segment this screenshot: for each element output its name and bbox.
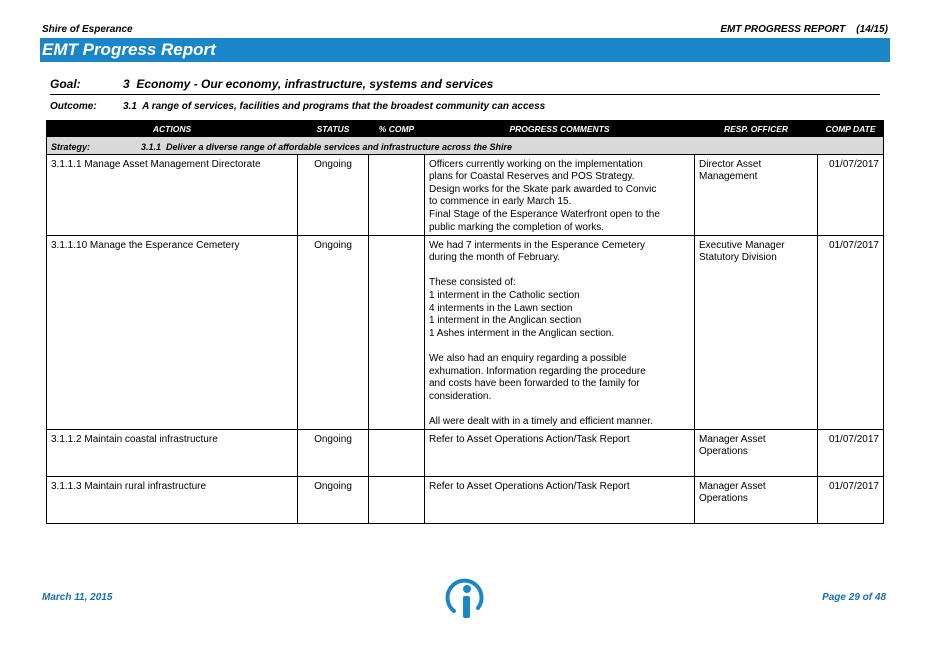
status-cell: Ongoing	[298, 429, 369, 476]
goal-text: 3 Economy - Our economy, infrastructure, systems and services	[123, 77, 494, 91]
comment-line: exhumation. Information regarding the procedure	[429, 365, 646, 377]
banner-title: EMT Progress Report	[42, 40, 216, 59]
footer-date: March 11, 2015	[42, 592, 113, 603]
header-resp-officer: RESP. OFFICER	[695, 121, 818, 137]
report-title-header: EMT PROGRESS REPORT (14/15)	[720, 24, 888, 35]
completion-date-cell: 01/07/2017	[818, 429, 884, 476]
organisation-name: Shire of Esperance	[42, 24, 133, 35]
responsible-officer-cell	[695, 235, 818, 429]
officer-line: Director Asset	[699, 158, 762, 170]
comment-line: to commence in early March 15.	[429, 196, 572, 208]
progress-comments-cell	[425, 429, 695, 476]
comment-line: Officers currently working on the implementation	[429, 158, 643, 170]
completion-date-cell: 01/07/2017	[818, 476, 884, 523]
comment-line	[429, 340, 690, 353]
officer-line: Executive Manager	[699, 239, 785, 251]
comment-line: and costs have been forwarded to the family for	[429, 378, 640, 390]
progress-comments-cell	[425, 235, 695, 429]
outcome-row	[50, 101, 880, 115]
percent-complete-cell	[369, 235, 425, 429]
comment-line: 1 Ashes interment in the Anglican section.	[429, 327, 615, 339]
comment-line	[429, 403, 690, 416]
header-comp-date: COMP DATE	[818, 121, 884, 137]
percent-complete-cell	[369, 429, 425, 476]
officer-line: Operations	[699, 446, 748, 458]
officer-line: Operations	[699, 493, 748, 505]
outcome-label: Outcome:	[50, 101, 97, 112]
comment-line: Refer to Asset Operations Action/Task Report	[429, 433, 630, 445]
comment-line: 1 interment in the Catholic section	[429, 289, 580, 301]
action-cell: 3.1.1.10 Manage the Esperance Cemetery	[47, 235, 298, 429]
percent-complete-cell	[369, 476, 425, 523]
responsible-officer-cell	[695, 429, 818, 476]
goal-row	[50, 77, 880, 95]
table-row	[47, 429, 884, 476]
goal-label: Goal:	[50, 77, 81, 91]
comment-line: We had 7 interments in the Esperance Cemetery	[429, 239, 646, 251]
strategy-cell	[47, 137, 884, 155]
shire-i-logo-icon	[442, 577, 488, 619]
comment-line: plans for Coastal Reserves and POS Strategy.	[429, 171, 635, 183]
report-banner	[40, 38, 890, 62]
comment-line: 1 interment in the Anglican section	[429, 315, 582, 327]
action-cell: 3.1.1.1 Manage Asset Management Directorate	[47, 154, 298, 235]
outcome-text: 3.1 A range of services, facilities and programs that the broadest community can access	[123, 101, 546, 112]
status-cell: Ongoing	[298, 476, 369, 523]
comment-line: public marking the completion of works.	[429, 221, 605, 233]
header-progress-comments: PROGRESS COMMENTS	[425, 121, 695, 137]
officer-line: Manager Asset	[699, 480, 766, 492]
comment-line: Final Stage of the Esperance Waterfront open to the	[429, 208, 660, 220]
comment-line: 4 interments in the Lawn section	[429, 302, 573, 314]
comment-line: consideration.	[429, 390, 492, 402]
percent-complete-cell	[369, 154, 425, 235]
header-status: STATUS	[298, 121, 369, 137]
officer-line: Management	[699, 171, 758, 183]
strategy-label: Strategy:	[51, 142, 91, 152]
status-cell: Ongoing	[298, 154, 369, 235]
table-row	[47, 476, 884, 523]
comment-line	[429, 265, 690, 278]
table-row	[47, 154, 884, 235]
completion-date-cell: 01/07/2017	[818, 154, 884, 235]
strategy-text: 3.1.1 Deliver a diverse range of affordable services and infrastructure across the Shire	[141, 142, 512, 152]
comment-line: Refer to Asset Operations Action/Task Report	[429, 480, 630, 492]
table-header-row	[47, 121, 884, 137]
comment-line: These consisted of:	[429, 277, 516, 289]
footer-page-number: Page 29 of 48	[822, 592, 886, 603]
comment-line: We also had an enquiry regarding a possible	[429, 352, 627, 364]
header-actions: ACTIONS	[47, 121, 298, 137]
officer-line: Statutory Division	[699, 252, 777, 264]
action-cell: 3.1.1.2 Maintain coastal infrastructure	[47, 429, 298, 476]
completion-date-cell: 01/07/2017	[818, 235, 884, 429]
comment-line: Design works for the Skate park awarded to Convic	[429, 183, 657, 195]
responsible-officer-cell	[695, 476, 818, 523]
actions-table	[46, 120, 884, 524]
status-cell: Ongoing	[298, 235, 369, 429]
progress-comments-cell	[425, 476, 695, 523]
responsible-officer-cell	[695, 154, 818, 235]
table-row	[47, 235, 884, 429]
header-comp: % COMP	[369, 121, 425, 137]
progress-comments-cell	[425, 154, 695, 235]
comment-line: during the month of February.	[429, 252, 560, 264]
comment-line: All were dealt with in a timely and efficient manner.	[429, 415, 653, 427]
action-cell: 3.1.1.3 Maintain rural infrastructure	[47, 476, 298, 523]
officer-line: Manager Asset	[699, 433, 766, 445]
strategy-row	[47, 137, 884, 155]
